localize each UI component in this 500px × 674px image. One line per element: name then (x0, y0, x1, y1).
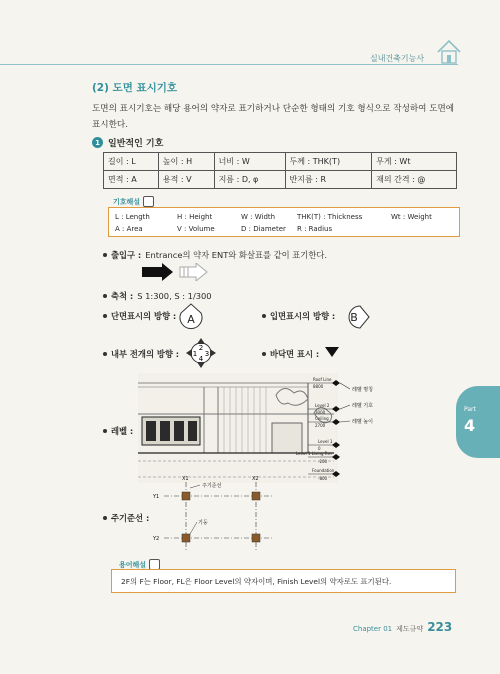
scale-label: 축척 : (111, 291, 134, 301)
table-cell: 너비 : W (214, 153, 285, 171)
bullet-dot (103, 253, 107, 257)
term-note-box (111, 569, 456, 593)
subheading-title: 일반적인 기호 (108, 139, 164, 149)
direction-digit: 4 (198, 355, 204, 363)
table-cell: 지름 : D, φ (214, 171, 285, 189)
symbol-table (103, 152, 457, 189)
term-note-text: 2F의 F는 Floor, FL은 Floor Level의 약자이며, Finish Level의 약자로도 표기된다. (121, 576, 392, 586)
note-box (108, 207, 460, 237)
grid-axis-label: Y2 (153, 536, 160, 542)
note-row (115, 213, 432, 221)
grid-axis-label: X2 (252, 476, 259, 482)
bullet-dot (103, 429, 107, 433)
grid-axis-label: Y1 (153, 494, 160, 500)
level-value: 2700 (315, 423, 326, 428)
bullet-dot (103, 314, 107, 318)
section-direction-label: 단면표시의 방향 : (111, 311, 177, 321)
header-divider (0, 64, 458, 65)
footer-chapter-title: 제도규약 (396, 625, 424, 633)
level-tag: 레벨 높이 (352, 419, 373, 425)
floor-triangle-icon (324, 346, 340, 358)
elevation-symbol-letter: B (350, 311, 358, 324)
note-item: R : Radius (297, 225, 333, 233)
entrance-arrows (140, 263, 220, 281)
level-drawing (138, 373, 390, 483)
footer-chapter: Chapter 01 (353, 625, 393, 633)
note-row (115, 225, 332, 233)
intro-paragraph: 도면의 표시기호는 해당 용어의 약자로 표기하거나 단순한 형태의 기호 형식으로 작성하여 도면에 표시한다. (92, 104, 455, 130)
floor-mark-label: 바닥면 표시 : (270, 349, 320, 359)
table-cell: 길이 : L (104, 153, 159, 171)
level-value: -200 (318, 459, 328, 464)
table-cell: 재의 간격 : @ (372, 171, 457, 189)
table-cell: 반지름 : R (285, 171, 372, 189)
bullet-dot (262, 314, 266, 318)
footer (353, 620, 452, 634)
bullet-dot (103, 294, 107, 298)
note-icon (143, 196, 154, 207)
interior-direction-symbol (186, 337, 216, 369)
section-symbol-letter: A (187, 313, 195, 326)
direction-digit: 2 (198, 344, 204, 352)
level-value: 0 (318, 446, 321, 451)
bullet-dot (103, 516, 107, 520)
grid-main-line-label: 주기준선 (202, 483, 222, 489)
note-item: A : Area (115, 225, 143, 233)
level-name: Foundation (312, 468, 335, 473)
table-cell: 높이 : H (158, 153, 214, 171)
bullet-dot (103, 352, 107, 356)
note-item: H : Height (177, 213, 213, 221)
elevation-direction-symbol (341, 303, 371, 331)
note-item: W : Width (241, 213, 276, 221)
floor-mark-item (262, 348, 319, 360)
grid-axis-label: X1 (182, 476, 189, 482)
grid-label: 주기준선 : (111, 513, 150, 523)
part-tab-number: 4 (464, 416, 476, 435)
level-tag: 레벨 명칭 (352, 387, 373, 393)
elevation-direction-item (262, 310, 335, 322)
level-name: Roof Line (313, 377, 332, 382)
level-value: -800 (318, 476, 328, 481)
note-label (113, 196, 154, 207)
house-icon (436, 38, 462, 64)
grid-column-label: 기둥 (198, 520, 208, 526)
part-tab (456, 386, 500, 458)
table-cell: 용적 : V (158, 171, 214, 189)
note-item: THK(T) : Thickness (297, 213, 363, 221)
grid-drawing (150, 474, 280, 554)
level-value: 3000 (315, 410, 326, 415)
subheading (92, 136, 163, 149)
entrance-item (103, 249, 327, 261)
table-row (104, 153, 457, 171)
table-cell: 무게 : Wt (372, 153, 457, 171)
interior-direction-item (103, 348, 179, 360)
level-item (103, 425, 133, 437)
level-name: Ceiling (315, 416, 329, 421)
page-number: 223 (427, 620, 453, 634)
note-item: D : Diameter (241, 225, 286, 233)
scale-text: S 1:300, S : 1/300 (137, 291, 212, 301)
note-item: L : Length (115, 213, 150, 221)
entrance-label: 출입구 : (111, 250, 142, 260)
level-name: Level 1 Living Rm (296, 451, 332, 456)
level-tag: 레벨 기호 (352, 403, 373, 409)
level-value: 8800 (313, 384, 324, 389)
level-name: Level 2 (315, 403, 330, 408)
level-label: 레벨 : (111, 426, 134, 436)
term-note-label-text: 용어해설 (119, 560, 147, 569)
scale-item (103, 290, 212, 302)
bullet-dot (262, 352, 266, 356)
direction-digit: 3 (204, 350, 210, 358)
interior-direction-label: 내부 전개의 방향 : (111, 349, 180, 359)
note-label-text: 기호해설 (113, 197, 141, 206)
part-tab-label: Part (464, 406, 476, 413)
section-direction-item (103, 310, 176, 322)
note-item: V : Volume (177, 225, 215, 233)
elevation-direction-label: 입면표시의 방향 : (270, 311, 336, 321)
section-title: (2) 도면 표시기호 (92, 82, 178, 94)
table-row (104, 171, 457, 189)
direction-digit: 1 (192, 350, 198, 358)
table-cell: 면적 : A (104, 171, 159, 189)
level-name: Level 1 (318, 439, 333, 444)
note-item: Wt : Weight (391, 213, 432, 221)
number-badge: 1 (92, 137, 103, 148)
header-title: 실내건축기능사 (370, 54, 425, 63)
entrance-text: Entrance의 약자 ENT와 화살표를 같이 표기한다. (145, 250, 327, 260)
solid-arrow-icon (142, 263, 173, 281)
table-cell: 두께 : THK(T) (285, 153, 372, 171)
section-direction-symbol (178, 303, 204, 331)
grid-item (103, 512, 149, 524)
